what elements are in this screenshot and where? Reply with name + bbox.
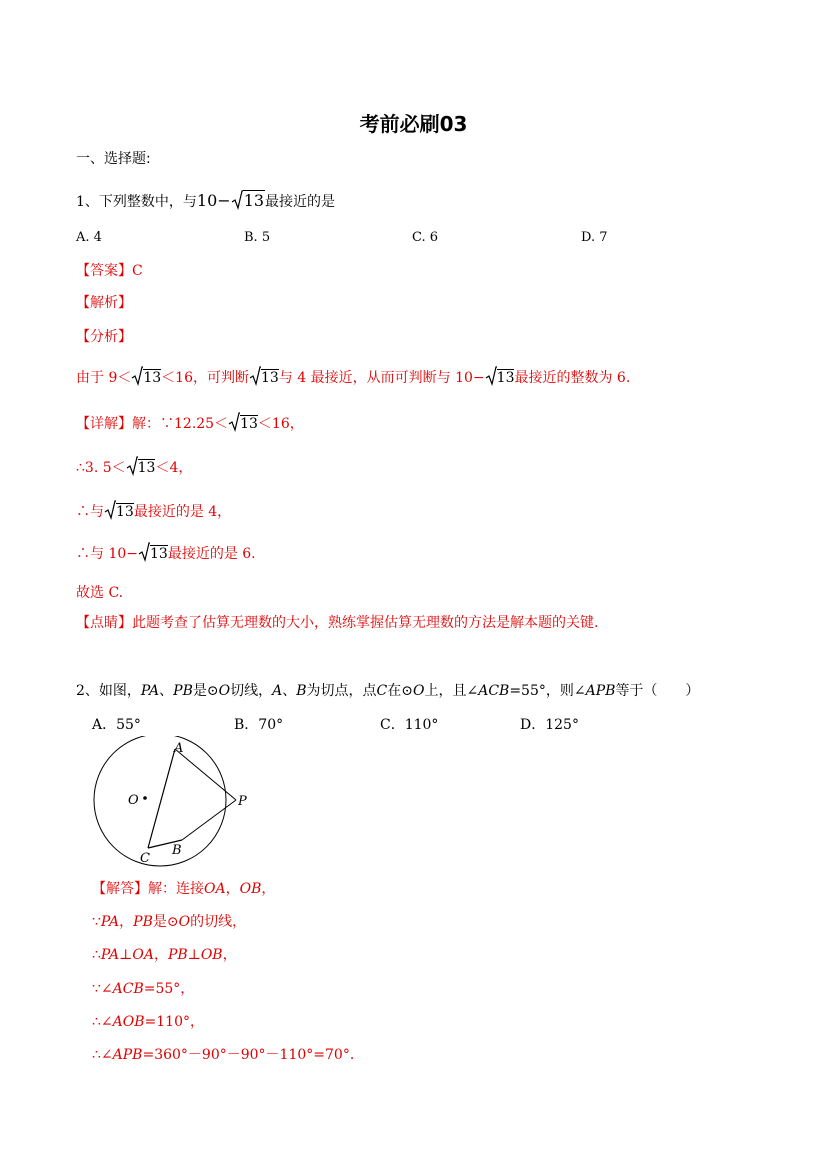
q2-sol-line5 bbox=[92, 1013, 204, 1031]
q1-option-d[interactable]: D. 7 bbox=[581, 230, 608, 245]
q2-pa: PA bbox=[140, 683, 160, 699]
s1-part2: ＜4， bbox=[155, 460, 193, 476]
q1-expr-a: 10 bbox=[196, 191, 218, 210]
q2-sol-line6 bbox=[92, 1046, 364, 1064]
q2-option-b[interactable]: B．70° bbox=[234, 717, 284, 733]
q1-option-c[interactable]: C. 6 bbox=[412, 230, 439, 245]
s: PA bbox=[100, 914, 120, 930]
radicand: 13 bbox=[261, 370, 279, 386]
xj-part2: ＜16， bbox=[257, 416, 304, 432]
q2-stem-5: 在⊙ bbox=[387, 683, 413, 699]
q2-sol-line3 bbox=[92, 946, 237, 964]
s: OB bbox=[200, 947, 223, 963]
s2-part2: 最接近的是 4， bbox=[133, 504, 232, 520]
s2-part1: ∴与 bbox=[76, 504, 104, 520]
fx-part3: 与 4 最接近，从而可判断与 10− bbox=[278, 370, 485, 386]
q2-pb: PB bbox=[173, 683, 193, 699]
radicand: 13 bbox=[240, 416, 258, 432]
q2-stem bbox=[76, 682, 699, 700]
s: ， bbox=[261, 881, 276, 897]
q2-stem-3: 切线， bbox=[230, 683, 273, 699]
q2-sol-line4 bbox=[92, 980, 194, 998]
s: PB bbox=[133, 914, 153, 930]
center-dot bbox=[143, 796, 147, 800]
q2-option-d[interactable]: D．125° bbox=[520, 717, 579, 733]
s: 是⊙ bbox=[152, 914, 179, 930]
page-title: 考前必刷03 bbox=[359, 112, 468, 136]
q1-stem-suffix: 最接近的是 bbox=[265, 194, 336, 210]
s: ∴∠ bbox=[92, 1014, 113, 1030]
q1-step1 bbox=[76, 456, 192, 477]
fx-part4: 最接近的整数为 6. bbox=[514, 370, 631, 386]
sqrt-symbol bbox=[138, 542, 150, 562]
q2-apb: APB bbox=[585, 683, 616, 699]
q2-c: C bbox=[376, 683, 388, 699]
q2-o1: O bbox=[218, 683, 231, 699]
s: PA bbox=[100, 947, 120, 963]
label-c: C bbox=[140, 851, 150, 866]
q1-xiangjie-line bbox=[76, 412, 304, 433]
radicand: 13 bbox=[150, 546, 168, 562]
s: ACB bbox=[112, 981, 144, 997]
s: ， bbox=[222, 947, 237, 963]
s: =55°， bbox=[143, 981, 195, 997]
sqrt-symbol bbox=[126, 456, 138, 476]
tangent-pb bbox=[182, 800, 236, 840]
s: ∴ bbox=[92, 947, 101, 963]
sqrt-symbol bbox=[104, 500, 116, 520]
s: ， bbox=[153, 947, 168, 963]
xj-part1: 【详解】解：∵12.25＜ bbox=[76, 416, 229, 432]
q2-option-a[interactable]: A．55° bbox=[92, 717, 141, 733]
q1-stem bbox=[76, 190, 335, 211]
label-b: B bbox=[172, 843, 182, 858]
circle-o bbox=[94, 736, 226, 866]
q1-radicand: 13 bbox=[243, 191, 265, 210]
q2-o2: O bbox=[412, 683, 425, 699]
section-heading: 一、选择题: bbox=[76, 151, 151, 167]
s3-part1: ∴与 10− bbox=[76, 546, 138, 562]
radicand: 13 bbox=[496, 370, 515, 386]
q2-a: A bbox=[272, 683, 283, 699]
q2-option-c[interactable]: C．110° bbox=[380, 717, 439, 733]
sqrt-symbol bbox=[131, 366, 143, 386]
label-o: O bbox=[128, 793, 139, 808]
q2-sol-line1 bbox=[92, 880, 275, 898]
s: ， bbox=[225, 881, 240, 897]
q1-minus: − bbox=[217, 191, 231, 210]
s: =110°， bbox=[144, 1014, 204, 1030]
chord-ac bbox=[148, 749, 175, 848]
circle-tangent-figure bbox=[80, 736, 270, 870]
s: OA bbox=[132, 947, 154, 963]
radicand: 13 bbox=[143, 370, 162, 386]
label-p: P bbox=[238, 794, 247, 809]
sqrt-symbol bbox=[228, 412, 240, 432]
q1-fenxi-text bbox=[76, 366, 630, 387]
s3-part2: 最接近的是 6. bbox=[167, 546, 256, 562]
q2-acb: ACB bbox=[478, 683, 510, 699]
q1-analysis-label: 【解析】 bbox=[76, 295, 132, 311]
s: ⊥ bbox=[119, 947, 133, 963]
q2-sep2: 、 bbox=[282, 683, 297, 699]
q2-stem-8: 等于（ ） bbox=[615, 683, 700, 699]
s: ， bbox=[119, 914, 134, 930]
s1-part1: ∴3. 5＜ bbox=[76, 460, 126, 476]
q2-stem-7: =55°，则∠ bbox=[509, 683, 586, 699]
q2-stem-4: 为切点，点 bbox=[306, 683, 377, 699]
s: AOB bbox=[112, 1014, 145, 1030]
sqrt-symbol bbox=[249, 366, 261, 386]
fx-part2: ＜16，可判断 bbox=[161, 370, 250, 386]
q1-option-a[interactable]: A. 4 bbox=[76, 230, 102, 245]
radicand: 13 bbox=[137, 460, 156, 476]
fx-part1: 由于 9＜ bbox=[76, 370, 132, 386]
sqrt-symbol bbox=[485, 366, 497, 386]
q1-option-b[interactable]: B. 5 bbox=[244, 230, 271, 245]
s: ∵ bbox=[92, 914, 101, 930]
s: 的切线， bbox=[190, 914, 247, 930]
q1-stem-prefix: 1、下列整数中，与 bbox=[76, 194, 197, 210]
label-a: A bbox=[174, 741, 184, 756]
s: =360°－90°－90°－110°=70°． bbox=[142, 1047, 364, 1063]
s: OA bbox=[204, 881, 226, 897]
q1-step3 bbox=[76, 542, 256, 563]
tangent-pa bbox=[175, 749, 236, 800]
s: ⊥ bbox=[187, 947, 201, 963]
s: ∴∠ bbox=[92, 1047, 113, 1063]
s: OB bbox=[239, 881, 262, 897]
s: 【解答】解：连接 bbox=[92, 881, 204, 897]
s: ∵∠ bbox=[92, 981, 113, 997]
radicand: 13 bbox=[116, 504, 134, 520]
q1-fenxi-label: 【分析】 bbox=[76, 329, 132, 345]
q2-b: B bbox=[296, 683, 307, 699]
q1-choose: 故选 C. bbox=[76, 585, 124, 601]
q1-tip: 【点睛】此题考查了估算无理数的大小，熟练掌握估算无理数的方法是解本题的关键. bbox=[76, 615, 599, 631]
q1-answer: 【答案】C bbox=[76, 263, 143, 279]
q2-sep1: 、 bbox=[159, 683, 174, 699]
q2-stem-2: 是⊙ bbox=[192, 683, 219, 699]
s: O bbox=[178, 914, 191, 930]
s: PB bbox=[167, 947, 188, 963]
q2-stem-6: 上，且∠ bbox=[424, 683, 479, 699]
q2-stem-1: 2、如图， bbox=[76, 683, 141, 699]
sqrt-symbol bbox=[231, 190, 243, 210]
q2-sol-line2 bbox=[92, 913, 246, 931]
s: APB bbox=[112, 1047, 143, 1063]
q1-step2 bbox=[76, 500, 231, 521]
